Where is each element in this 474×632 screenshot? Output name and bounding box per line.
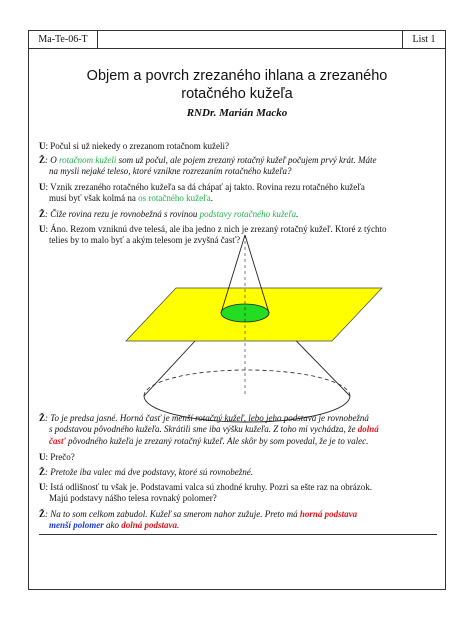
highlight-red: horná podstava	[299, 509, 358, 519]
speaker-label: Ž	[39, 209, 46, 219]
highlight-green: os rotačného kužeľa	[138, 193, 211, 204]
dialog-text-line: Majú podstavy nášho telesa rovnaký polomer?	[49, 493, 217, 504]
dialog-text: To je predsa jasné. Horná časť je menší rotačný kužeľ, lebo jeho podstava je rovnobežná	[50, 413, 369, 423]
dialog-z4: Ž: Pretože iba valec má dve podstavy, ktoré sú rovnobežné.	[39, 467, 254, 477]
dialog-text-line	[39, 424, 437, 435]
dialog-text: Na to som celkom zabudol. Kužeľ sa smerom nahor zužuje. Preto má	[50, 509, 300, 519]
dialog-u3: U: Áno. Rezom vzniknú dve telesá, ale iba jedno z nich je zrezaný rotačný kužeľ. Ktoré z týchto telies by to malo byť a akým telesom je zvyšná časť?	[39, 224, 437, 247]
document-code: Ma-Te-06-T	[29, 31, 98, 48]
speaker-label: U	[39, 224, 46, 234]
highlight-red: dolná podstava	[121, 520, 178, 531]
dialog-text: .	[177, 520, 180, 531]
highlight-red: dolná	[357, 424, 379, 435]
dialog-text-line: na mysli nejaké teleso, ktoré vznikne rozrezaním rotačného kužeľa?	[49, 166, 292, 177]
dialog-z1: Ž: O rotačnom kuželi som už počul, ale pojem zrezaný rotačný kužeľ počujem prvý krát. Máte na mysli nejaké teleso, ktoré vznikne rozrezaním rotačného kužeľa?	[39, 155, 437, 178]
dialog-text: O	[50, 155, 60, 165]
dialog-text: .	[210, 193, 213, 204]
dialog-z3: Ž: To je predsa jasné. Horná časť je menší rotačný kužeľ, lebo jeho podstava je rovnobežná s podstavou pôvodného kužeľa. Skrátili sme iba výšku kužeľa. Z toho mi vychádza, že dolná časť pôvodného kužeľa je zrezaný rotačný kužeľ. Ale skôr by som povedal, že je to valec.	[39, 413, 437, 447]
speaker-label: Ž	[39, 509, 46, 519]
title-line-1: Objem a povrch zrezaného ihlana a zrezaného	[86, 68, 388, 84]
list-number: List 1	[402, 31, 445, 48]
dialog-text: som už počul, ale pojem zrezaný rotačný kužeľ počujem prvý krát. Máte	[116, 155, 377, 165]
dialog-text: ako	[103, 520, 122, 531]
dialog-text: musí byť však kolmá na	[49, 193, 139, 204]
dialog-text: Áno. Rezom vzniknú dve telesá, ale iba jedno z nich je zrezaný rotačný kužeľ. Ktoré z týchto	[50, 224, 387, 234]
dialog-text: .	[296, 209, 299, 219]
highlight-green: podstavy rotačného kužeľa	[199, 209, 297, 219]
dialog-u5: U: Istá odlišnosť tu však je. Podstavami valca sú zhodné kruhy. Pozri sa ešte raz na obrázok. Majú podstavy nášho telesa rovnaký polomer?	[39, 482, 437, 505]
dialog-text: Prečo?	[50, 452, 75, 462]
bottom-rule	[39, 534, 437, 535]
page-frame	[28, 30, 446, 590]
cone-figure	[29, 31, 447, 591]
dialog-u2: U: Vznik zrezaného rotačného kužeľa sa dá chápať aj takto. Rovina rezu rotačného kužeľa musí byť však kolmá na os rotačného kužeľa.	[39, 182, 437, 205]
speaker-label: U	[39, 141, 46, 151]
title-line-2: rotačného kužeľa	[181, 86, 293, 102]
dialog-text: Vznik zrezaného rotačného kužeľa sa dá chápať aj takto. Rovina rezu rotačného kužeľa	[50, 182, 365, 192]
speaker-label: U	[39, 182, 46, 192]
dialog-text: s podstavou pôvodného kužeľa. Skrátili sme iba výšku kužeľa. Z toho mi vychádza, že	[49, 424, 358, 435]
speaker-label: Ž	[39, 155, 46, 165]
dialog-text: pôvodného kužeľa je zrezaný rotačný kužeľ. Ale skôr by som povedal, že je to valec.	[65, 435, 369, 446]
speaker-label: U	[39, 482, 46, 492]
dialog-text-line: telies by to malo byť a akým telesom je zvyšná časť?	[49, 235, 241, 246]
cone-base-back	[144, 370, 350, 396]
dialog-text-line	[39, 520, 437, 531]
dialog-text-line	[39, 436, 437, 447]
highlight-red: časť	[49, 435, 66, 446]
dialog-text: Počul si už niekedy o zrezanom rotačnom kuželi?	[50, 141, 229, 151]
dialog-z2: Ž: Čiže rovina rezu je rovnobežná s rovinou podstavy rotačného kužeľa.	[39, 209, 299, 219]
speaker-label: Ž	[39, 413, 46, 423]
dialog-text: Istá odlišnosť tu však je. Podstavami valca sú zhodné kruhy. Pozri sa ešte raz na obrázok.	[50, 482, 372, 492]
highlight-green: rotačnom kuželi	[59, 155, 117, 165]
speaker-label: U	[39, 452, 46, 462]
speaker-label: Ž	[39, 467, 46, 477]
dialog-u4: U: Prečo?	[39, 452, 75, 462]
dialog-z5: Ž: Na to som celkom zabudol. Kužeľ sa smerom nahor zužuje. Preto má horná podstava menší polomer ako dolná podstava.	[39, 509, 437, 532]
highlight-blue: menší polomer	[49, 520, 104, 531]
dialog-text: Pretože iba valec má dve podstavy, ktoré sú rovnobežné.	[50, 467, 254, 477]
dialog-text: Čiže rovina rezu je rovnobežná s rovinou	[50, 209, 200, 219]
dialog-u1: U: Počul si už niekedy o zrezanom rotačnom kuželi?	[39, 141, 229, 151]
author: RNDr. Marián Macko	[186, 107, 288, 119]
